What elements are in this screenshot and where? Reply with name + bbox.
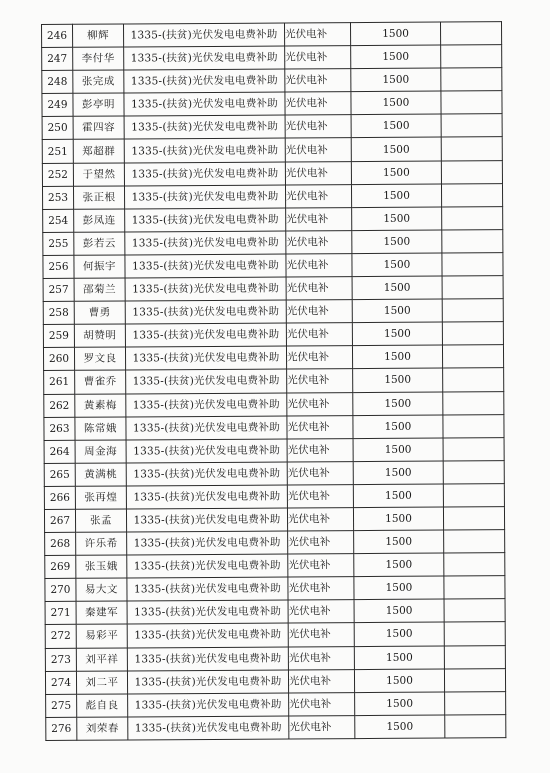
row-number: 270 <box>45 579 76 602</box>
subsidy-item: 1335-(扶贫)光伏发电电费补助 <box>124 162 285 186</box>
recipient-name: 李付华 <box>73 47 124 70</box>
table-row <box>42 68 502 94</box>
subsidy-amount: 1500 <box>351 114 441 138</box>
recipient-name: 张再煌 <box>75 486 126 509</box>
remarks-cell <box>444 668 505 691</box>
subsidy-amount: 1500 <box>351 91 441 115</box>
remarks-cell <box>445 691 506 714</box>
subsidy-item: 1335-(扶贫)光伏发电电费补助 <box>126 508 287 532</box>
row-number: 254 <box>43 209 74 232</box>
remarks-cell <box>440 22 501 45</box>
subsidy-amount: 1500 <box>354 646 444 670</box>
subsidy-amount: 1500 <box>351 68 441 92</box>
remarks-cell <box>441 45 502 68</box>
table-row <box>44 437 504 463</box>
subsidy-item: 1335-(扶贫)光伏发电电费补助 <box>124 46 285 70</box>
subsidy-type: 光伏电补 <box>287 438 353 461</box>
remarks-cell <box>442 345 503 368</box>
subsidy-type: 光伏电补 <box>285 46 351 69</box>
subsidy-item: 1335-(扶贫)光伏发电电费补助 <box>127 647 288 671</box>
recipient-name: 秦建军 <box>76 601 127 624</box>
row-number: 275 <box>46 694 77 717</box>
subsidy-type: 光伏电补 <box>288 577 354 600</box>
recipient-name: 易大文 <box>76 578 127 601</box>
row-number: 274 <box>45 671 76 694</box>
row-number: 247 <box>42 47 73 70</box>
subsidy-type: 光伏电补 <box>289 692 355 715</box>
subsidy-amount: 1500 <box>352 322 442 346</box>
recipient-name: 曹雀乔 <box>75 370 126 393</box>
recipient-name: 彭亭明 <box>73 93 124 116</box>
table-row <box>42 137 502 163</box>
subsidy-type: 光伏电补 <box>287 508 353 531</box>
row-number: 250 <box>42 117 73 140</box>
remarks-cell <box>444 576 505 599</box>
subsidy-type: 光伏电补 <box>285 138 351 161</box>
subsidy-item: 1335-(扶贫)光伏发电电费补助 <box>125 277 286 301</box>
remarks-cell <box>441 183 502 206</box>
subsidy-type: 光伏电补 <box>287 484 353 507</box>
row-number: 276 <box>46 717 77 740</box>
table-row <box>44 484 504 510</box>
subsidy-amount: 1500 <box>351 138 441 162</box>
table-row <box>43 299 503 325</box>
subsidy-type: 光伏电补 <box>287 392 353 415</box>
subsidy-type: 光伏电补 <box>286 277 352 300</box>
recipient-name: 柳辉 <box>73 24 124 47</box>
recipient-name: 于望然 <box>73 163 124 186</box>
subsidy-item: 1335-(扶贫)光伏发电电费补助 <box>127 531 288 555</box>
table-row <box>45 645 505 671</box>
row-number: 255 <box>43 232 74 255</box>
table-row <box>43 345 503 371</box>
subsidy-type: 光伏电补 <box>289 715 355 738</box>
subsidy-type: 光伏电补 <box>285 115 351 138</box>
subsidy-amount: 1500 <box>352 230 442 254</box>
table-row <box>45 530 505 556</box>
subsidy-amount: 1500 <box>353 438 443 462</box>
subsidy-type: 光伏电补 <box>287 369 353 392</box>
subsidy-amount: 1500 <box>355 715 445 739</box>
remarks-cell <box>444 645 505 668</box>
table-row <box>42 91 502 117</box>
row-number: 272 <box>45 625 76 648</box>
table-row <box>42 183 502 209</box>
remarks-cell <box>441 160 502 183</box>
table-row <box>42 22 502 48</box>
recipient-name: 刘二平 <box>76 671 127 694</box>
remarks-cell <box>442 206 503 229</box>
subsidy-amount: 1500 <box>353 415 443 439</box>
subsidy-item: 1335-(扶贫)光伏发电电费补助 <box>125 208 286 232</box>
subsidy-item: 1335-(扶贫)光伏发电电费补助 <box>126 416 287 440</box>
subsidy-type: 光伏电补 <box>288 623 354 646</box>
row-number: 263 <box>44 417 75 440</box>
row-number: 266 <box>44 486 75 509</box>
remarks-cell <box>443 484 504 507</box>
remarks-cell <box>441 137 502 160</box>
subsidy-amount: 1500 <box>352 345 442 369</box>
row-number: 273 <box>45 648 76 671</box>
subsidy-amount: 1500 <box>351 161 441 185</box>
subsidy-amount: 1500 <box>352 207 442 231</box>
table-row <box>43 253 503 279</box>
row-number: 268 <box>45 532 76 555</box>
subsidy-item: 1335-(扶贫)光伏发电电费补助 <box>127 577 288 601</box>
subsidy-type: 光伏电补 <box>286 230 352 253</box>
subsidy-table-body <box>42 22 506 741</box>
subsidy-item: 1335-(扶贫)光伏发电电费补助 <box>126 393 287 417</box>
remarks-cell <box>443 507 504 530</box>
table-row <box>44 507 504 533</box>
subsidy-type: 光伏电补 <box>285 69 351 92</box>
recipient-name: 彭凤连 <box>74 209 125 232</box>
row-number: 264 <box>44 440 75 463</box>
subsidy-type: 光伏电补 <box>285 184 351 207</box>
subsidy-amount: 1500 <box>354 669 444 693</box>
subsidy-item: 1335-(扶贫)光伏发电电费补助 <box>124 92 285 116</box>
subsidy-amount: 1500 <box>354 622 444 646</box>
remarks-cell <box>442 230 503 253</box>
remarks-cell <box>442 322 503 345</box>
subsidy-item: 1335-(扶贫)光伏发电电费补助 <box>125 300 286 324</box>
remarks-cell <box>444 553 505 576</box>
subsidy-amount: 1500 <box>354 553 444 577</box>
subsidy-amount: 1500 <box>353 461 443 485</box>
subsidy-type: 光伏电补 <box>286 300 352 323</box>
subsidy-item: 1335-(扶贫)光伏发电电费补助 <box>125 323 286 347</box>
table-row <box>43 206 503 232</box>
recipient-name: 张玉娥 <box>76 555 127 578</box>
remarks-cell <box>441 114 502 137</box>
subsidy-type: 光伏电补 <box>288 600 354 623</box>
recipient-name: 彪自良 <box>77 694 128 717</box>
remarks-cell <box>444 599 505 622</box>
row-number: 249 <box>42 94 73 117</box>
table-row <box>44 414 504 440</box>
recipient-name: 刘平祥 <box>76 648 127 671</box>
subsidy-item: 1335-(扶贫)光伏发电电费补助 <box>125 231 286 255</box>
row-number: 261 <box>44 371 75 394</box>
table-row <box>44 460 504 486</box>
subsidy-type: 光伏电补 <box>288 646 354 669</box>
subsidy-item: 1335-(扶贫)光伏发电电费补助 <box>124 185 285 209</box>
subsidy-amount: 1500 <box>354 599 444 623</box>
row-number: 253 <box>42 186 73 209</box>
row-number: 258 <box>43 301 74 324</box>
remarks-cell <box>443 391 504 414</box>
subsidy-amount: 1500 <box>351 184 441 208</box>
subsidy-amount: 1500 <box>351 45 441 69</box>
recipient-name: 黄素梅 <box>75 393 126 416</box>
subsidy-item: 1335-(扶贫)光伏发电电费补助 <box>126 485 287 509</box>
subsidy-amount: 1500 <box>354 530 444 554</box>
subsidy-amount: 1500 <box>353 484 443 508</box>
table-row <box>42 45 502 71</box>
table-row <box>45 668 505 694</box>
subsidy-item: 1335-(扶贫)光伏发电电费补助 <box>124 23 285 47</box>
recipient-name: 周金海 <box>75 440 126 463</box>
remarks-cell <box>443 414 504 437</box>
remarks-cell <box>443 437 504 460</box>
recipient-name: 胡赞明 <box>74 324 125 347</box>
subsidy-item: 1335-(扶贫)光伏发电电费补助 <box>125 346 286 370</box>
subsidy-type: 光伏电补 <box>288 531 354 554</box>
subsidy-type: 光伏电补 <box>287 415 353 438</box>
remarks-cell <box>445 714 506 737</box>
subsidy-item: 1335-(扶贫)光伏发电电费补助 <box>126 369 287 393</box>
table-row <box>42 114 502 140</box>
subsidy-table <box>41 21 506 741</box>
subsidy-amount: 1500 <box>354 576 444 600</box>
subsidy-type: 光伏电补 <box>287 461 353 484</box>
remarks-cell <box>441 91 502 114</box>
table-row <box>43 322 503 348</box>
row-number: 248 <box>42 70 73 93</box>
remarks-cell <box>444 530 505 553</box>
recipient-name: 曹勇 <box>74 301 125 324</box>
subsidy-amount: 1500 <box>352 253 442 277</box>
table-row <box>44 368 504 394</box>
subsidy-amount: 1500 <box>353 368 443 392</box>
subsidy-amount: 1500 <box>353 392 443 416</box>
subsidy-amount: 1500 <box>352 276 442 300</box>
subsidy-item: 1335-(扶贫)光伏发电电费补助 <box>128 716 289 740</box>
row-number: 259 <box>43 325 74 348</box>
recipient-name: 罗文良 <box>74 347 125 370</box>
table-row <box>42 160 502 186</box>
row-number: 265 <box>44 463 75 486</box>
table-row <box>45 576 505 602</box>
recipient-name: 易彩平 <box>76 624 127 647</box>
row-number: 256 <box>43 255 74 278</box>
subsidy-item: 1335-(扶贫)光伏发电电费补助 <box>124 115 285 139</box>
remarks-cell <box>443 460 504 483</box>
recipient-name: 霍四容 <box>73 116 124 139</box>
recipient-name: 陈常娥 <box>75 417 126 440</box>
recipient-name: 邵菊兰 <box>74 278 125 301</box>
recipient-name: 刘荣春 <box>77 717 128 740</box>
subsidy-type: 光伏电补 <box>288 554 354 577</box>
subsidy-item: 1335-(扶贫)光伏发电电费补助 <box>124 69 285 93</box>
subsidy-type: 光伏电补 <box>284 23 350 46</box>
table-row <box>46 714 506 740</box>
remarks-cell <box>442 299 503 322</box>
table-row <box>45 553 505 579</box>
remarks-cell <box>441 68 502 91</box>
recipient-name: 郑超群 <box>73 139 124 162</box>
subsidy-amount: 1500 <box>355 692 445 716</box>
row-number: 267 <box>44 509 75 532</box>
recipient-name: 张完成 <box>73 70 124 93</box>
subsidy-item: 1335-(扶贫)光伏发电电费补助 <box>126 439 287 463</box>
table-row <box>43 276 503 302</box>
recipient-name: 张孟 <box>75 509 126 532</box>
recipient-name: 许乐希 <box>76 532 127 555</box>
subsidy-type: 光伏电补 <box>286 346 352 369</box>
remarks-cell <box>443 368 504 391</box>
table-row <box>43 230 503 256</box>
subsidy-type: 光伏电补 <box>286 254 352 277</box>
subsidy-item: 1335-(扶贫)光伏发电电费补助 <box>125 254 286 278</box>
subsidy-amount: 1500 <box>352 299 442 323</box>
subsidy-type: 光伏电补 <box>285 92 351 115</box>
row-number: 269 <box>45 555 76 578</box>
subsidy-item: 1335-(扶贫)光伏发电电费补助 <box>127 600 288 624</box>
remarks-cell <box>442 276 503 299</box>
recipient-name: 张正根 <box>73 186 124 209</box>
subsidy-item: 1335-(扶贫)光伏发电电费补助 <box>127 670 288 694</box>
remarks-cell <box>444 622 505 645</box>
row-number: 252 <box>42 163 73 186</box>
recipient-name: 何振宇 <box>74 255 125 278</box>
subsidy-type: 光伏电补 <box>286 207 352 230</box>
subsidy-type: 光伏电补 <box>285 161 351 184</box>
row-number: 262 <box>44 394 75 417</box>
subsidy-amount: 1500 <box>353 507 443 531</box>
row-number: 251 <box>42 140 73 163</box>
table-row <box>45 599 505 625</box>
subsidy-type: 光伏电补 <box>286 323 352 346</box>
subsidy-type: 光伏电补 <box>288 669 354 692</box>
recipient-name: 彭若云 <box>74 232 125 255</box>
table-row <box>46 691 506 717</box>
subsidy-item: 1335-(扶贫)光伏发电电费补助 <box>128 693 289 717</box>
table-row <box>44 391 504 417</box>
row-number: 246 <box>42 24 73 47</box>
row-number: 271 <box>45 602 76 625</box>
subsidy-item: 1335-(扶贫)光伏发电电费补助 <box>127 554 288 578</box>
row-number: 257 <box>43 278 74 301</box>
subsidy-amount: 1500 <box>350 22 440 46</box>
remarks-cell <box>442 253 503 276</box>
table-row <box>45 622 505 648</box>
subsidy-item: 1335-(扶贫)光伏发电电费补助 <box>126 462 287 486</box>
recipient-name: 黄满桃 <box>75 463 126 486</box>
row-number: 260 <box>43 348 74 371</box>
subsidy-item: 1335-(扶贫)光伏发电电费补助 <box>124 138 285 162</box>
subsidy-item: 1335-(扶贫)光伏发电电费补助 <box>127 623 288 647</box>
